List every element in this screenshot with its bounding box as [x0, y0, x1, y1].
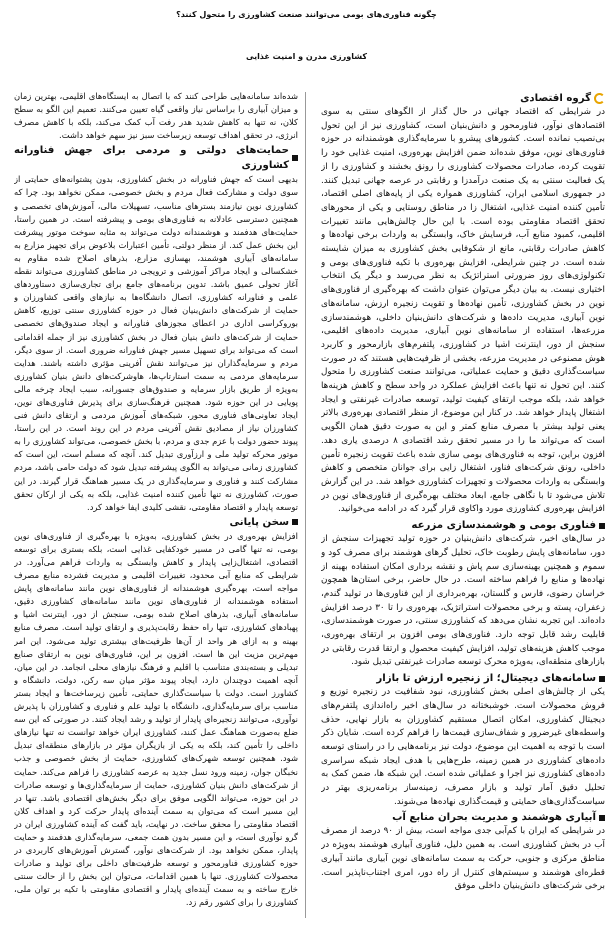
- article-column-right: [321, 90, 605, 922]
- article-paragraph: در سال‌های اخیر، شرکت‌های دانش‌بنیان در حوزه تولید تجهیزات سنجش از دور، سامانه‌های پایش رطوبت خاک، تحلیل گرهای هوشمند برای مصرف کود و سموم و همچنین بهینه‌سازی سم پاش و نقشه برداری امکان استفاده بهینه از نهاده‌ها و منابع را فراهم ساخته است. در حال حاضر، برخی استان‌ها همچون خراسان رضوی، فارس و گلستان، بهره‌برداری از این فناوری‌ها در تولید گندم، زعفران، پسته و برخی محصولات استراتژیک، بهره‌وری را تا ۳۰ درصد افزایش داده‌اند. این تجربه نشان می‌دهد که کشاورزی سنتی، در صورت هوشمندسازی، قابلیت رشد قابل توجه دارد. فناوری‌های بومی افزون بر ارتقای بهره‌وری، موجب کاهش هزینه‌های تولید، افزایش کیفیت محصول و ارتقا قدرت رقابتی در بازارهای منطقه‌ای، به‌ویژه محرک توسعه صادرات غیرنفتی تبدیل شود.: [321, 534, 605, 668]
- section-heading-text: آبیاری هوشمند و مدیریت بحران منابع آب: [392, 812, 596, 824]
- section-heading-text: حمایت‌های دولتی و مردمی برای جهش فناورانه کشاورزی: [14, 145, 289, 172]
- article-paragraph: یکی از چالش‌های اصلی بخش کشاورزی، نبود شفافیت در زنجیره توزیع و فروش محصولات است. خوشبختانه در سال‌های اخیر راه‌اندازی پلتفرم‌های دیجیتال کشاورزی، امکان اتصال مستقیم کشاورزان به بازار نهایی، حذف واسطه‌های غیرضرور و شفاف‌سازی قیمت‌ها را فراهم کرده است. شایان ذکر است با توجه به اهمیت این موضوع، دولت نیز برنامه‌هایی را در راستای توسعه داده‌های کشاورزی در همین زمینه، طرح‌هایی با هدف ایجاد شبکه سراسری داده‌های کشاورزی نیز اجرا و عملیاتی شده است. این شبکه ها، ضمن کمک به تحلیل دقیق آمار تولید و بازار مصرف، زمینه‌ساز برنامه‌ریزی بهتر در سیاست‌گذاری‌های حمایتی و قیمت‌گذاری نهاده‌ها می‌شوند.: [321, 687, 605, 807]
- section-heading: [321, 91, 605, 106]
- article-paragraph: در شرایطی که اقتصاد جهانی در حال گذار از الگوهای سنتی به سوی اقتصادهای نوآور، فناورمحور و دانش‌بنیان است، کشاورزی نیز از این تحول بی‌نصیب نمانده است. کشورهای پیشرو با سرمایه‌گذاری هوشمندانه در حوزه فناوری‌های نوین، موفق شده‌اند ضمن افزایش بهره‌وری، امنیت غذایی خود را تقویت کرده، صادرات محصولات کشاورزی را رونق بخشند و کشاورزی را از یک فعالیت سنتی به یک صنعت درآمدزا و رقابتی در عرصه جهانی تبدیل کنند. در جمهوری اسلامی ایران، کشاورزی همواره یکی از پایه‌های اصلی اقتصاد، تأمین کننده امنیت غذایی، اشتغال زا در مناطق روستایی و یکی از محورهای تحقق اقتصاد مقاومتی بوده است. با این حال چالش‌هایی مانند تغییرات اقلیمی، کمبود منابع آب، فرسایش خاک، وابستگی به واردات برخی نهاده‌ها و کاهش صادرات رقابتی، مانع از شکوفایی بخش کشاورزی به میزان شایسته شده است. در چنین شرایطی، افزایش بهره‌وری با تکیه فناوری‌های بومی و تکنولوژی‌های روز ضرورتی استراتژیک به نظر می‌رسد و دیگر یک انتخاب اختیاری نیست. به بیان دیگر می‌توان عنوان داشت که بهره‌گیری از فناوری‌های نوین در بخش کشاورزی، تأمین نهاده‌ها و تقویت زنجیره ارزش، سامانه‌های نوین آبیاری، مدیریت داده‌ها و شرکت‌های دانش‌بنیان داخلی، هوشمندسازی مزرعه‌ها، استفاده از سامانه‌های نوین آبیاری، مدیریت داده‌های اقلیمی، سنجش از دور، اینترنت اشیا در کشاورزی، پلتفرم‌های بازارمحور و کاربرد هوش مصنوعی در مدیریت مزرعه، بخشی از ظرفیت‌هایی هستند که در صورت سیاست‌گذاری دقیق و حمایت عملیاتی، می‌توانند صنعت کشاورزی را متحول کنند. این تحول نه تنها باعث افزایش عملکرد در واحد سطح و کاهش هزینه‌ها خواهد شد، بلکه موجب ارتقای کیفیت تولید، توسعه صادرات غیرنفتی و ایجاد اشتغال پایدار خواهد شد. در کنار این موضوع، از منظر اقتصادی بهره‌وری بالاتر یعنی تولید بیشتر با مصرف منابع کمتر و این به صورت دقیق همان الگویی است که می‌تواند ما را در مسیر تحقق رشد اقتصادی ۸ درصدی یاری دهد. افزون براین، توجه به فناوری‌های بومی سازی شده باعث تقویت زنجیره تأمین داخلی، رونق شرکت‌های فناور، اشتغال زایی برای جوانان متخصص و کاهش وابستگی به واردات محصولات و تجهیزات کشاورزی خواهد شد. در این گزارش تلاش می‌شود تا با نگاهی جامع، ابعاد مختلف بهره‌گیری از فناوری‌های نوین در افزایش بهره‌وری کشاورزی مورد واکاوی قرار گیرد که در ادامه می‌خوانید.: [321, 107, 605, 515]
- section-heading: [14, 515, 298, 530]
- section-heading: [321, 518, 605, 533]
- main-headline: کشاورزی مدرن و امنیت غذایی: [245, 52, 368, 61]
- column-divider: [305, 92, 306, 918]
- article-paragraph: افزایش بهره‌وری در بخش کشاورزی، به‌ویژه با بهره‌گیری از فناوری‌های نوین بومی، نه تنها گامی در مسیر خودکفایی غذایی است، بلکه بستری برای توسعه اقتصادی، اشتغال‌زایی پایدار و کاهش وابستگی به واردات فراهم می‌آورد. در شرایطی که منابع آبی محدود، تغییرات اقلیمی و مدیریت فشرده منابع مصرف مواجه است، بهره‌گیری هوشمندانه از فناوری‌های نوین مانند سامانه‌های پایش استفاده هوشمندانه از فناوری‌های نوین مانند سامانه‌های کشاورزی دقیق، سامانه‌های آبیاری، بذرهای اصلاح شده بومی، سنجش از دور، اینترنت اشیا و پهبادهای کشاورزی، تنها راه حفظ رقابت‌پذیری و ارتقای تولید است. مصرف منابع بهینه و به ازای هر واحد از آن‌ها ظرفیت‌های بیشتری تولید می‌شود. این امر مهم‌ترین مزیت این ها است. افزون بر این، فناوری‌های نوین به ارتقای صنایع تبدیلی و بسته‌بندی متناسب با اقلیم و فرهنگ نیازهای محلی انجامد. در این میان، آنچه اهمیت دوچندان دارد، ایجاد پیوند مؤثر میان سه رکن، دولت، دانشگاه و کشاورز است. دولت با سیاست‌گذاری حمایتی، تأمین زیرساخت‌ها و ایجاد بستر مناسب برای سرمایه‌گذاری، دانشگاه با تولید علم و فناوری و کشاورزان با پذیرش نوآوری، می‌توانند زنجیره‌ای پایدار از تولید و رشد ایجاد کنند. در صورتی که این سه ضلع به‌صورت هماهنگ عمل کنند، کشاورزی ایران خواهد توانست نه تنها نیازهای داخلی را تأمین کند، بلکه به یکی از بازیگران مؤثر در بازارهای منطقه‌ای تبدیل شود. همچنین توسعه شهرک‌های کشاورزی، حمایت از بخش خصوصی و جذب نخبگان جوان، زمینه ورود نسل جدید به عرصه کشاورزی را فراهم می‌کند. حمایت از شرکت‌های دانش بنیان کشاورزی، حمایت از سرمایه‌گذاری‌ها و توسعه صادرات در این حوزه، می‌تواند الگویی موفق برای دیگر بخش‌های اقتصادی باشد. تنها در این مسیر است که می‌توان به سمت آینده‌ای پایدار حرکت کرد و اهداف کلان اقتصاد مقاومتی را محقق ساخت. در نهایت، باید گفت که آینده کشاورزی ایران در گرو نوآوری است، و این مسیر بدون همت جمعی، سرمایه‌گذاری هدفمند و حمایت پایدار، ممکن نخواهد بود. از شرکت‌های نوآور، گسترش آموزش‌های کاربردی در حوزه کشاورزی فناورمحور و توسعه ظرفیت‌های داخلی برای تولید و صادرات محصولات کشاورزی. تنها با همین اقدامات، می‌توان این بخش را از حالت سنتی خارج ساخته و به سمت آینده‌ای پایدار و اقتصادی مقاومتی با تکیه بر توان ملی، کشاورزی را برای کشور رقم زد.: [14, 530, 298, 908]
- article-column-left: [14, 90, 298, 922]
- section-heading: [321, 671, 605, 686]
- article-paragraph: بدیهی است که جهش فناورانه در بخش کشاورزی، بدون پشتوانه‌های حمایتی از سوی دولت و مشارکت فعال مردم و بخش خصوصی، ممکن نخواهد بود. چرا که کشاورزی نوین نیازمند بسترهای مناسب، تسهیلات مالی، آموزش‌های تخصصی و همچنین دسترسی عادلانه به فناوری‌های بومی و پیشرفته است. در همین راستا، حمایت‌های هدفمند و هوشمندانه دولت می‌تواند به مثابه سوخت موتور پیشرفت این بخش عمل کند. از منظر دولتی، تأمین اعتبارات بلاعوض برای تجهیز مزارع به سامانه‌های آبیاری هوشمند، بهسازی مزارع، بذرهای اصلاح شده مقاوم به خشکسالی و ایجاد مراکز آموزشی و ترویجی در مناطق کشاورزی می‌تواند نقطه آغاز تحولی عمیق باشد. تدوین برنامه‌های جامع برای تجاری‌سازی دستاوردهای علمی و فناورانه کشاورزی، اتصال دانشگاه‌ها به نیازهای واقعی کشاورزان و حمایت از شرکت‌های دانش‌بنیان فعال در حوزه کشاورزی سنتی توزیع، کاهش بوروکراسی اداری در اعطای مجوزهای فناورانه و ایجاد صندوق‌های تخصصی حمایت از شرکت‌های دانش بنیان فعال در بخش کشاورزی نیز از جمله اقداماتی است که می‌تواند برای تسهیل مسیر جهش فناورانه ضروری است. از سوی دیگر، مردم و سرمایه‌گذاران نیز می‌توانند نقش آفرینی مؤثری داشته باشند. هدایت سرمایه‌های مردمی به سمت استارتاپ‌ها، هاوشرکت‌های دانش بنیان کشاورزی به‌ویژه از طریق بازار سرمایه و صندوق‌های جسورانه، سبب ایجاد چرخه مالی پویایی در این حوزه شود. همچنین فرهنگ‌سازی برای پذیرش فناوری‌های نوین، ایجاد تعاونی‌های فناوری محور، شبکه‌های آموزش مردمی و ارتقای دانش فنی کشاورزان نیاز از مصادیق نقش آفرینی مردم در این روند است. در این راستا، پیوند حضور دولت با عزم جدی و مردم، با بخش خصوصی، می‌تواند کشاورزی را به موتور محرکه تولید ملی و ارزآوری تبدیل کند. آنچه که مسلم است، این است که کشاورزی زمانی می‌تواند به الگوی پیشرفته تبدیل شود که دولت حامی باشد، مردم مشارکت کنند و فناوری و سرمایه‌گذاری در یک مسیر هماهنگ قرار گیرند. در این صورت، کشاورزی نه تنها تأمین کننده امنیت غذایی، بلکه به یکی از ارکان تحقق توسعه پایدار و اقتصاد مقاومتی، نقشی کلیدی ایفا خواهد کرد.: [14, 174, 298, 512]
- section-heading-text: سخن پایانی: [229, 516, 289, 528]
- desk-logo-icon: [594, 93, 605, 104]
- section-heading-text: گروه اقتصادی: [520, 93, 591, 104]
- section-heading: [14, 143, 298, 173]
- section-heading-text: فناوری بومی و هوشمندسازی مزرعه: [411, 520, 596, 532]
- square-bullet-icon: [599, 523, 605, 529]
- square-bullet-icon: [599, 815, 605, 821]
- kicker-headline: چگونه فناوری‌های بومی می‌توانند صنعت کشاورزی را متحول کنند؟: [176, 10, 437, 19]
- square-bullet-icon: [292, 155, 298, 161]
- square-bullet-icon: [599, 676, 605, 682]
- article-paragraph: شده‌اند سامانه‌هایی طراحی کنند که با اتصال به ایستگاه‌های اقلیمی، بهترین زمان و میزان آبیاری را براساس نیاز واقعی گیاه تعیین می‌کنند. تعمیم این الگو به سطح کلان، نه تنها به کاهش شدید هدر رفت آب کمک می‌کند، بلکه با کاهش مصرف انرژی، در تحقق اهداف توسعه زیرساخت سبز نیز سهم خواهد داشت.: [14, 91, 298, 141]
- article-paragraph: در شرایطی که ایران با کم‌آبی جدی مواجه است، بیش از ۹۰ درصد از مصرف آب در بخش کشاورزی است. به همین دلیل، فناوری آبیاری هوشمند به‌ویژه در مناطق مرکزی و جنوبی، حرکت به سمت سامانه‌های نوین آبیاری مانند آبیاری قطره‌ای هوشمند و سیستم‌های کنترل از راه دور، امری اجتناب‌ناپذیر است. برخی شرکت‌های دانش‌بنیان داخلی موفق: [321, 826, 605, 892]
- square-bullet-icon: [292, 519, 298, 525]
- section-heading: [321, 810, 605, 825]
- section-heading-text: سامانه‌های دیجیتال؛ از زنجیره ارزش تا بازار: [376, 673, 596, 685]
